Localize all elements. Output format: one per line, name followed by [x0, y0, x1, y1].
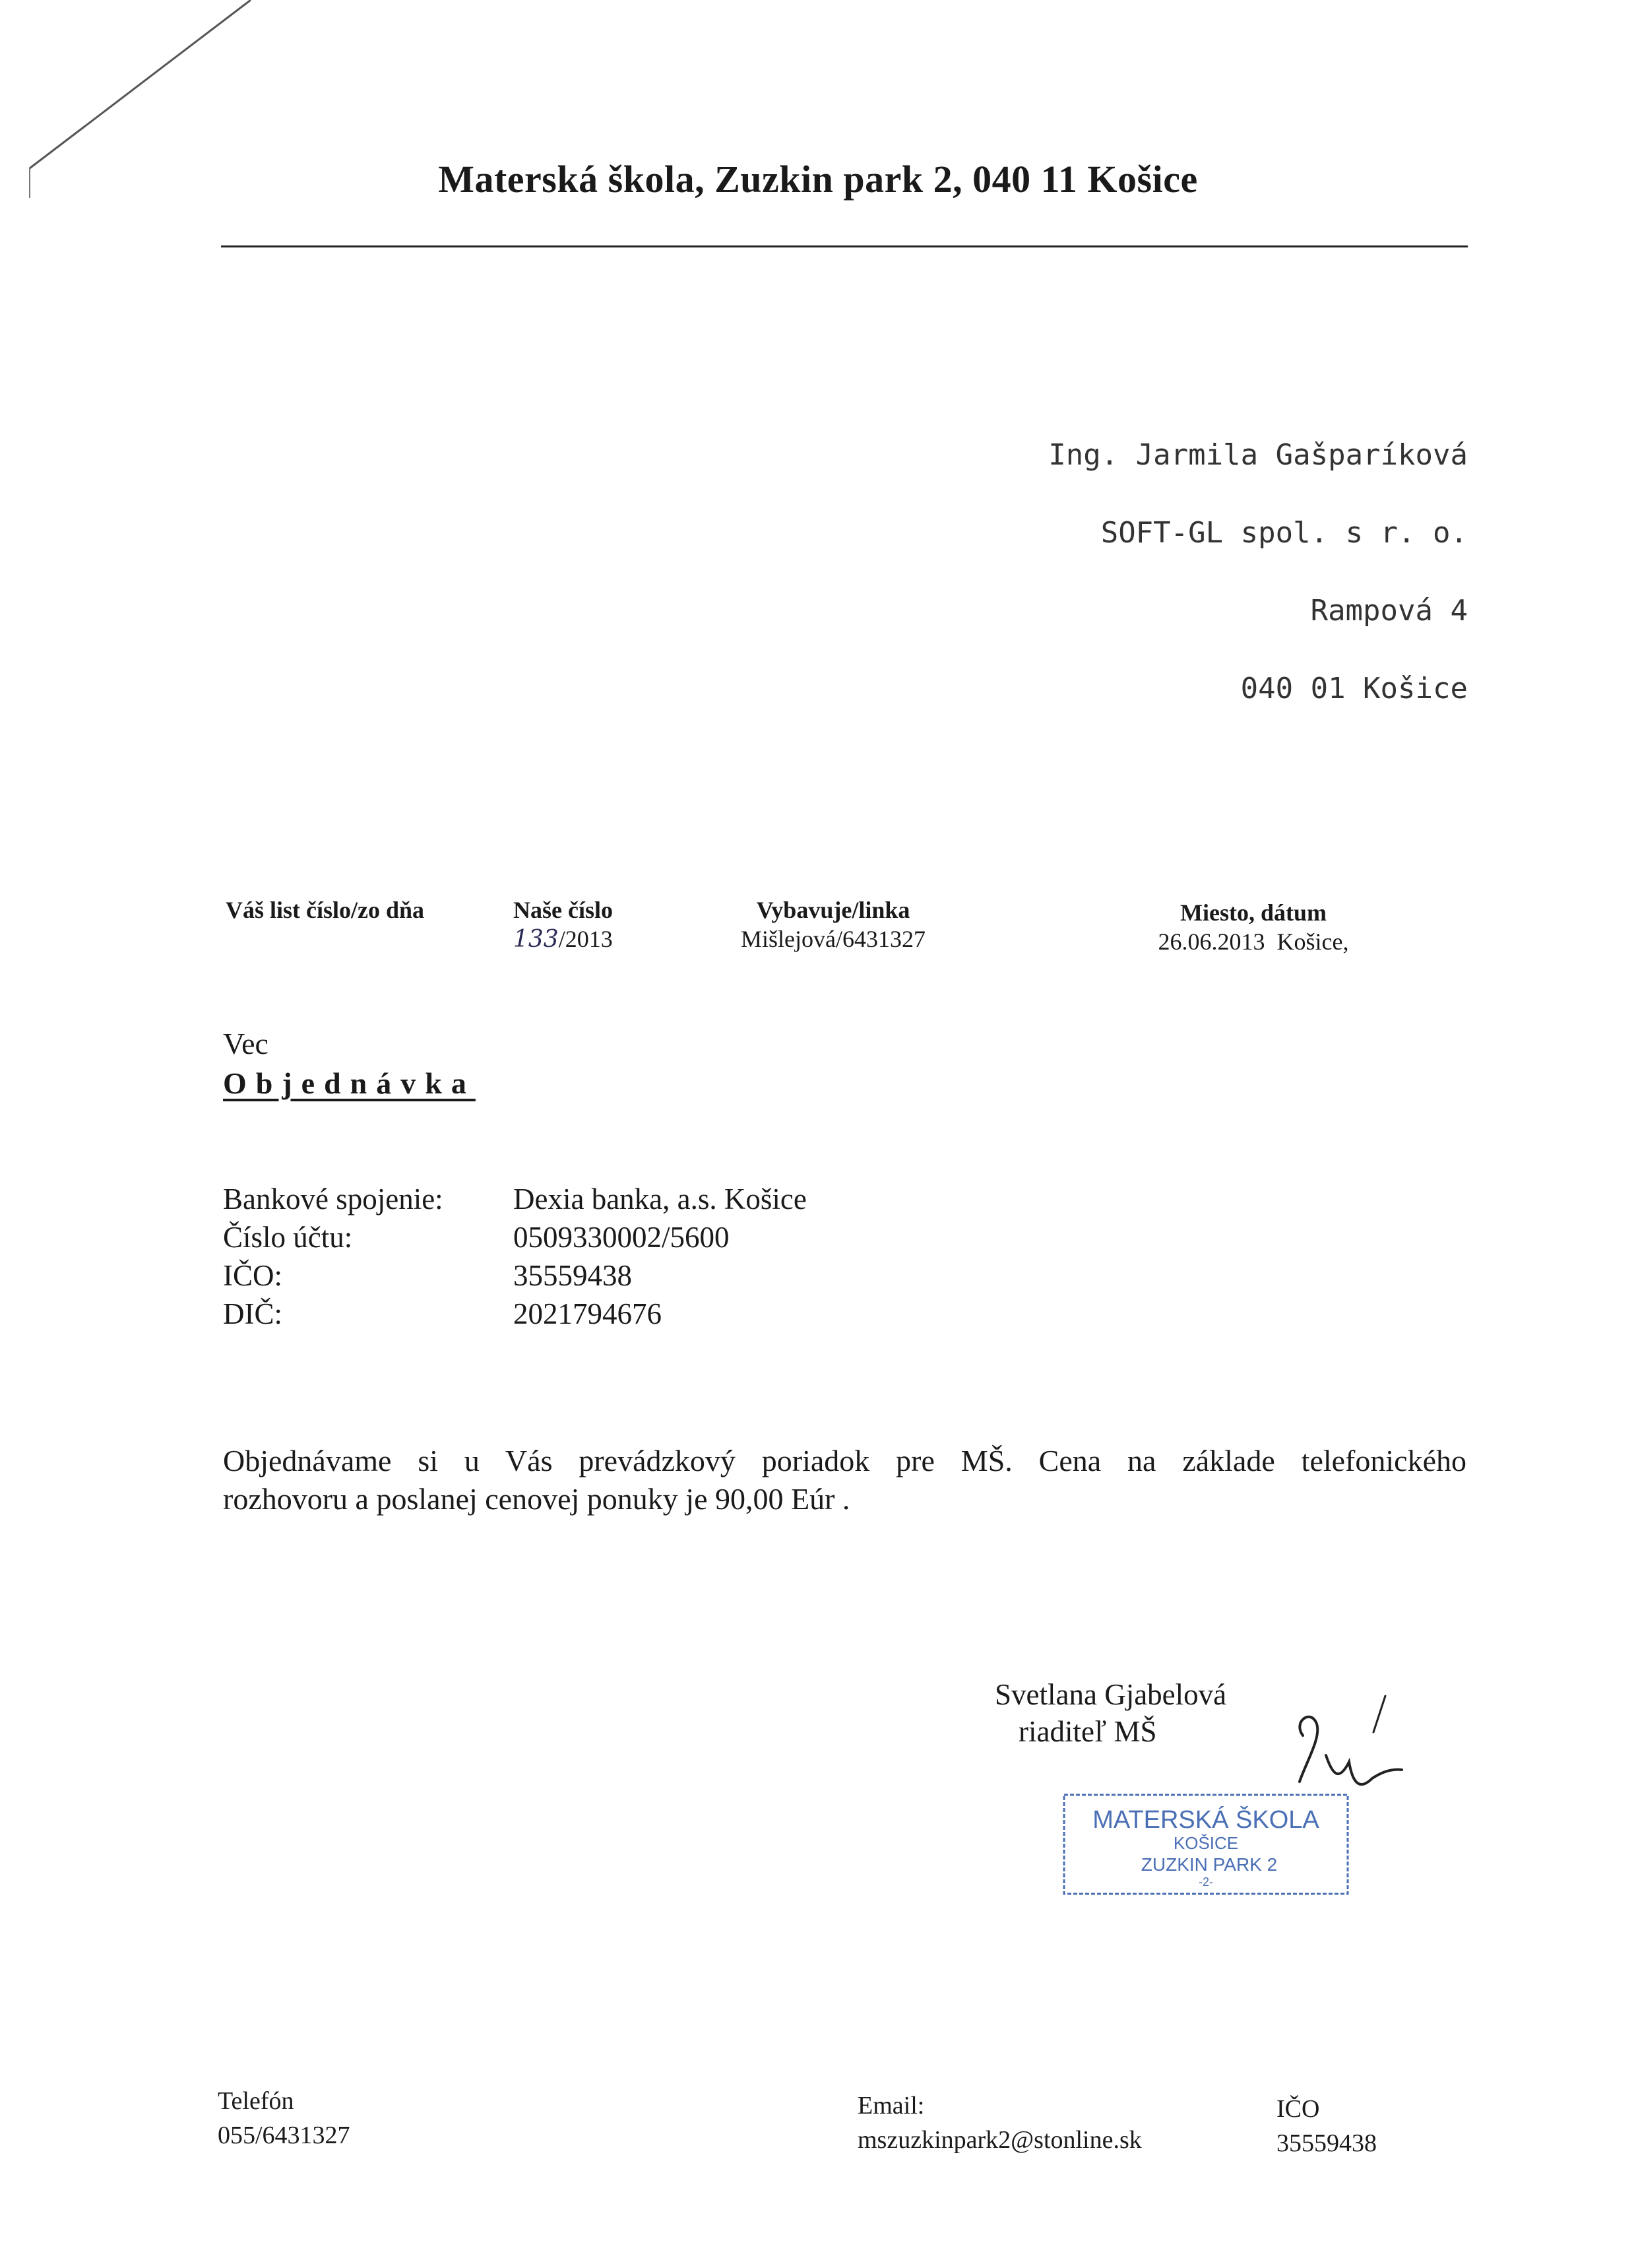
svg-text:ZUZKIN PARK 2: ZUZKIN PARK 2 [1141, 1854, 1278, 1875]
bank-value: 0509330002/5600 [513, 1221, 730, 1254]
bank-value: 2021794676 [513, 1297, 662, 1330]
footer-email [858, 2089, 1142, 2157]
recipient-name: Ing. Jarmila Gašparíková [1048, 438, 1468, 472]
bank-details [223, 1180, 807, 1333]
footer-phone-value: 055/6431327 [218, 2122, 350, 2149]
order-body-line-2: rozhovoru a poslanej cenovej ponuky je 90,00 Eúr . [223, 1482, 850, 1516]
footer-ico-value: 35559438 [1276, 2129, 1377, 2157]
bank-key: DIČ: [223, 1297, 282, 1330]
bank-key: Číslo účtu: [223, 1221, 353, 1254]
ref-place-date [1135, 899, 1372, 956]
signatory-name: Svetlana Gjabelová [995, 1678, 1227, 1711]
svg-text:-2-: -2- [1199, 1875, 1213, 1889]
handwritten-number: 133 [513, 926, 559, 953]
ref-our-number-year: /2013 [558, 926, 613, 952]
letterhead-rule [221, 245, 1468, 247]
footer-email-label: Email: [858, 2092, 925, 2120]
ref-our-number-label: Naše číslo [513, 897, 613, 923]
subject-label: Vec [223, 1027, 268, 1060]
footer-ico-label: IČO [1276, 2095, 1320, 2123]
bank-row [223, 1256, 807, 1295]
signatory [995, 1676, 1226, 1750]
ref-our-number [513, 896, 613, 953]
bank-value: 35559438 [513, 1259, 632, 1292]
recipient-street: Rampová 4 [1310, 594, 1468, 628]
school-stamp [1061, 1782, 1351, 1900]
letterhead-title: Materská škola, Zuzkin park 2, 040 11 Košice [438, 158, 1198, 201]
ref-place-date-label: Miesto, dátum [1180, 899, 1327, 926]
svg-text:KOŠICE: KOŠICE [1173, 1833, 1239, 1853]
ref-your-letter-label: Váš list číslo/zo dňa [226, 897, 425, 923]
order-body-line-1: Objednávame si u Vás prevádzkový poriadok pre MŠ. Cena na základe telefonického [223, 1444, 1466, 1477]
ref-handled-by-label: Vybavuje/linka [756, 897, 910, 923]
svg-text:MATERSKÁ ŠKOLA: MATERSKÁ ŠKOLA [1092, 1806, 1319, 1834]
order-body [223, 1442, 1466, 1518]
bank-row [223, 1218, 807, 1256]
ref-your-letter [226, 896, 424, 924]
ref-place-date-value: 26.06.2013 Košice, [1158, 928, 1349, 955]
signatory-role: riaditeľ MŠ [1019, 1715, 1157, 1748]
footer-phone-label: Telefón [218, 2087, 294, 2115]
recipient-address [1048, 436, 1468, 747]
bank-row [223, 1295, 807, 1333]
bank-key: Bankové spojenie: [223, 1183, 443, 1215]
footer-ico [1276, 2092, 1377, 2160]
footer-email-value: mszuzkinpark2@stonline.sk [858, 2126, 1142, 2154]
ref-handled-by-value: Mišlejová/6431327 [741, 926, 926, 952]
subject-title: Objednávka [223, 1066, 476, 1100]
bank-value: Dexia banka, a.s. Košice [513, 1183, 807, 1215]
ref-our-number-value [513, 925, 613, 953]
recipient-city: 040 01 Košice [1240, 672, 1468, 705]
bank-key: IČO: [223, 1259, 282, 1292]
ref-handled-by [708, 896, 959, 953]
recipient-company: SOFT-GL spol. s r. o. [1100, 516, 1468, 550]
footer-phone [218, 2084, 350, 2153]
bank-row [223, 1180, 807, 1218]
